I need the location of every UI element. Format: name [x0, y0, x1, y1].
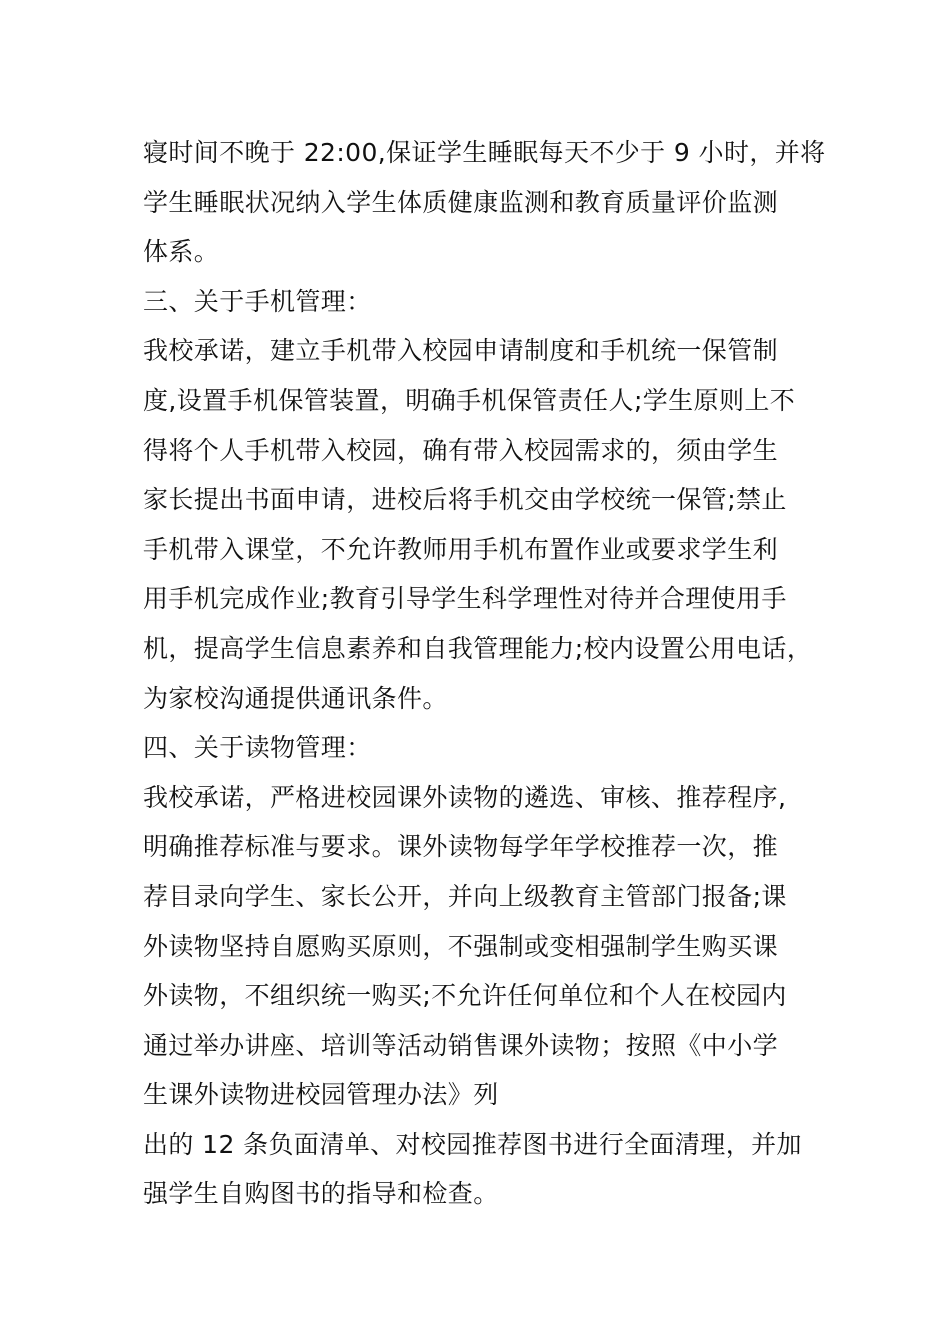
text-line: 用手机完成作业;教育引导学生科学理性对待并合理使用手 — [143, 584, 787, 614]
text-line: 得将个人手机带入校园，确有带入校园需求的，须由学生 — [143, 435, 779, 465]
text-line: 通过举办讲座、培训等活动销售课外读物；按照《中小学 — [143, 1030, 779, 1060]
text-line: 寝时间不晚于 22:00,保证学生睡眠每天不少于 9 小时，并将 — [143, 138, 826, 167]
section-heading-phone: 三、关于手机管理： — [143, 286, 372, 316]
text-line: 生课外读物进校园管理办法》列 — [143, 1080, 499, 1110]
text-line: 强学生自购图书的指导和检查。 — [143, 1179, 499, 1209]
text-line: 荐目录向学生、家长公开，并向上级教育主管部门报备;课 — [143, 881, 787, 911]
text-line: 为家校沟通提供通讯条件。 — [143, 683, 448, 713]
text-line: 学生睡眠状况纳入学生体质健康监测和教育质量评价监测 — [143, 187, 779, 217]
text-line: 外读物坚持自愿购买原则，不强制或变相强制学生购买课 — [143, 931, 779, 961]
document-body — [143, 128, 843, 1219]
text-line: 体系。 — [143, 237, 220, 267]
text-line: 度,设置手机保管装置，明确手机保管责任人;学生原则上不 — [143, 385, 796, 415]
text-line: 我校承诺，严格进校园课外读物的遴选、审核、推荐程序, — [143, 782, 787, 812]
text-line: 手机带入课堂，不允许教师用手机布置作业或要求学生利 — [143, 534, 779, 564]
text-line: 机，提高学生信息素养和自我管理能力;校内设置公用电话， — [143, 633, 813, 663]
section-heading-reading: 四、关于读物管理： — [143, 733, 372, 763]
text-line: 明确推荐标准与要求。课外读物每学年学校推荐一次，推 — [143, 832, 779, 862]
text-line: 出的 12 条负面清单、对校园推荐图书进行全面清理，并加 — [143, 1129, 802, 1159]
text-line: 外读物，不组织统一购买;不允许任何单位和个人在校园内 — [143, 981, 787, 1011]
text-line: 家长提出书面申请，进校后将手机交由学校统一保管;禁止 — [143, 485, 787, 515]
text-line: 我校承诺，建立手机带入校园申请制度和手机统一保管制 — [143, 336, 779, 366]
